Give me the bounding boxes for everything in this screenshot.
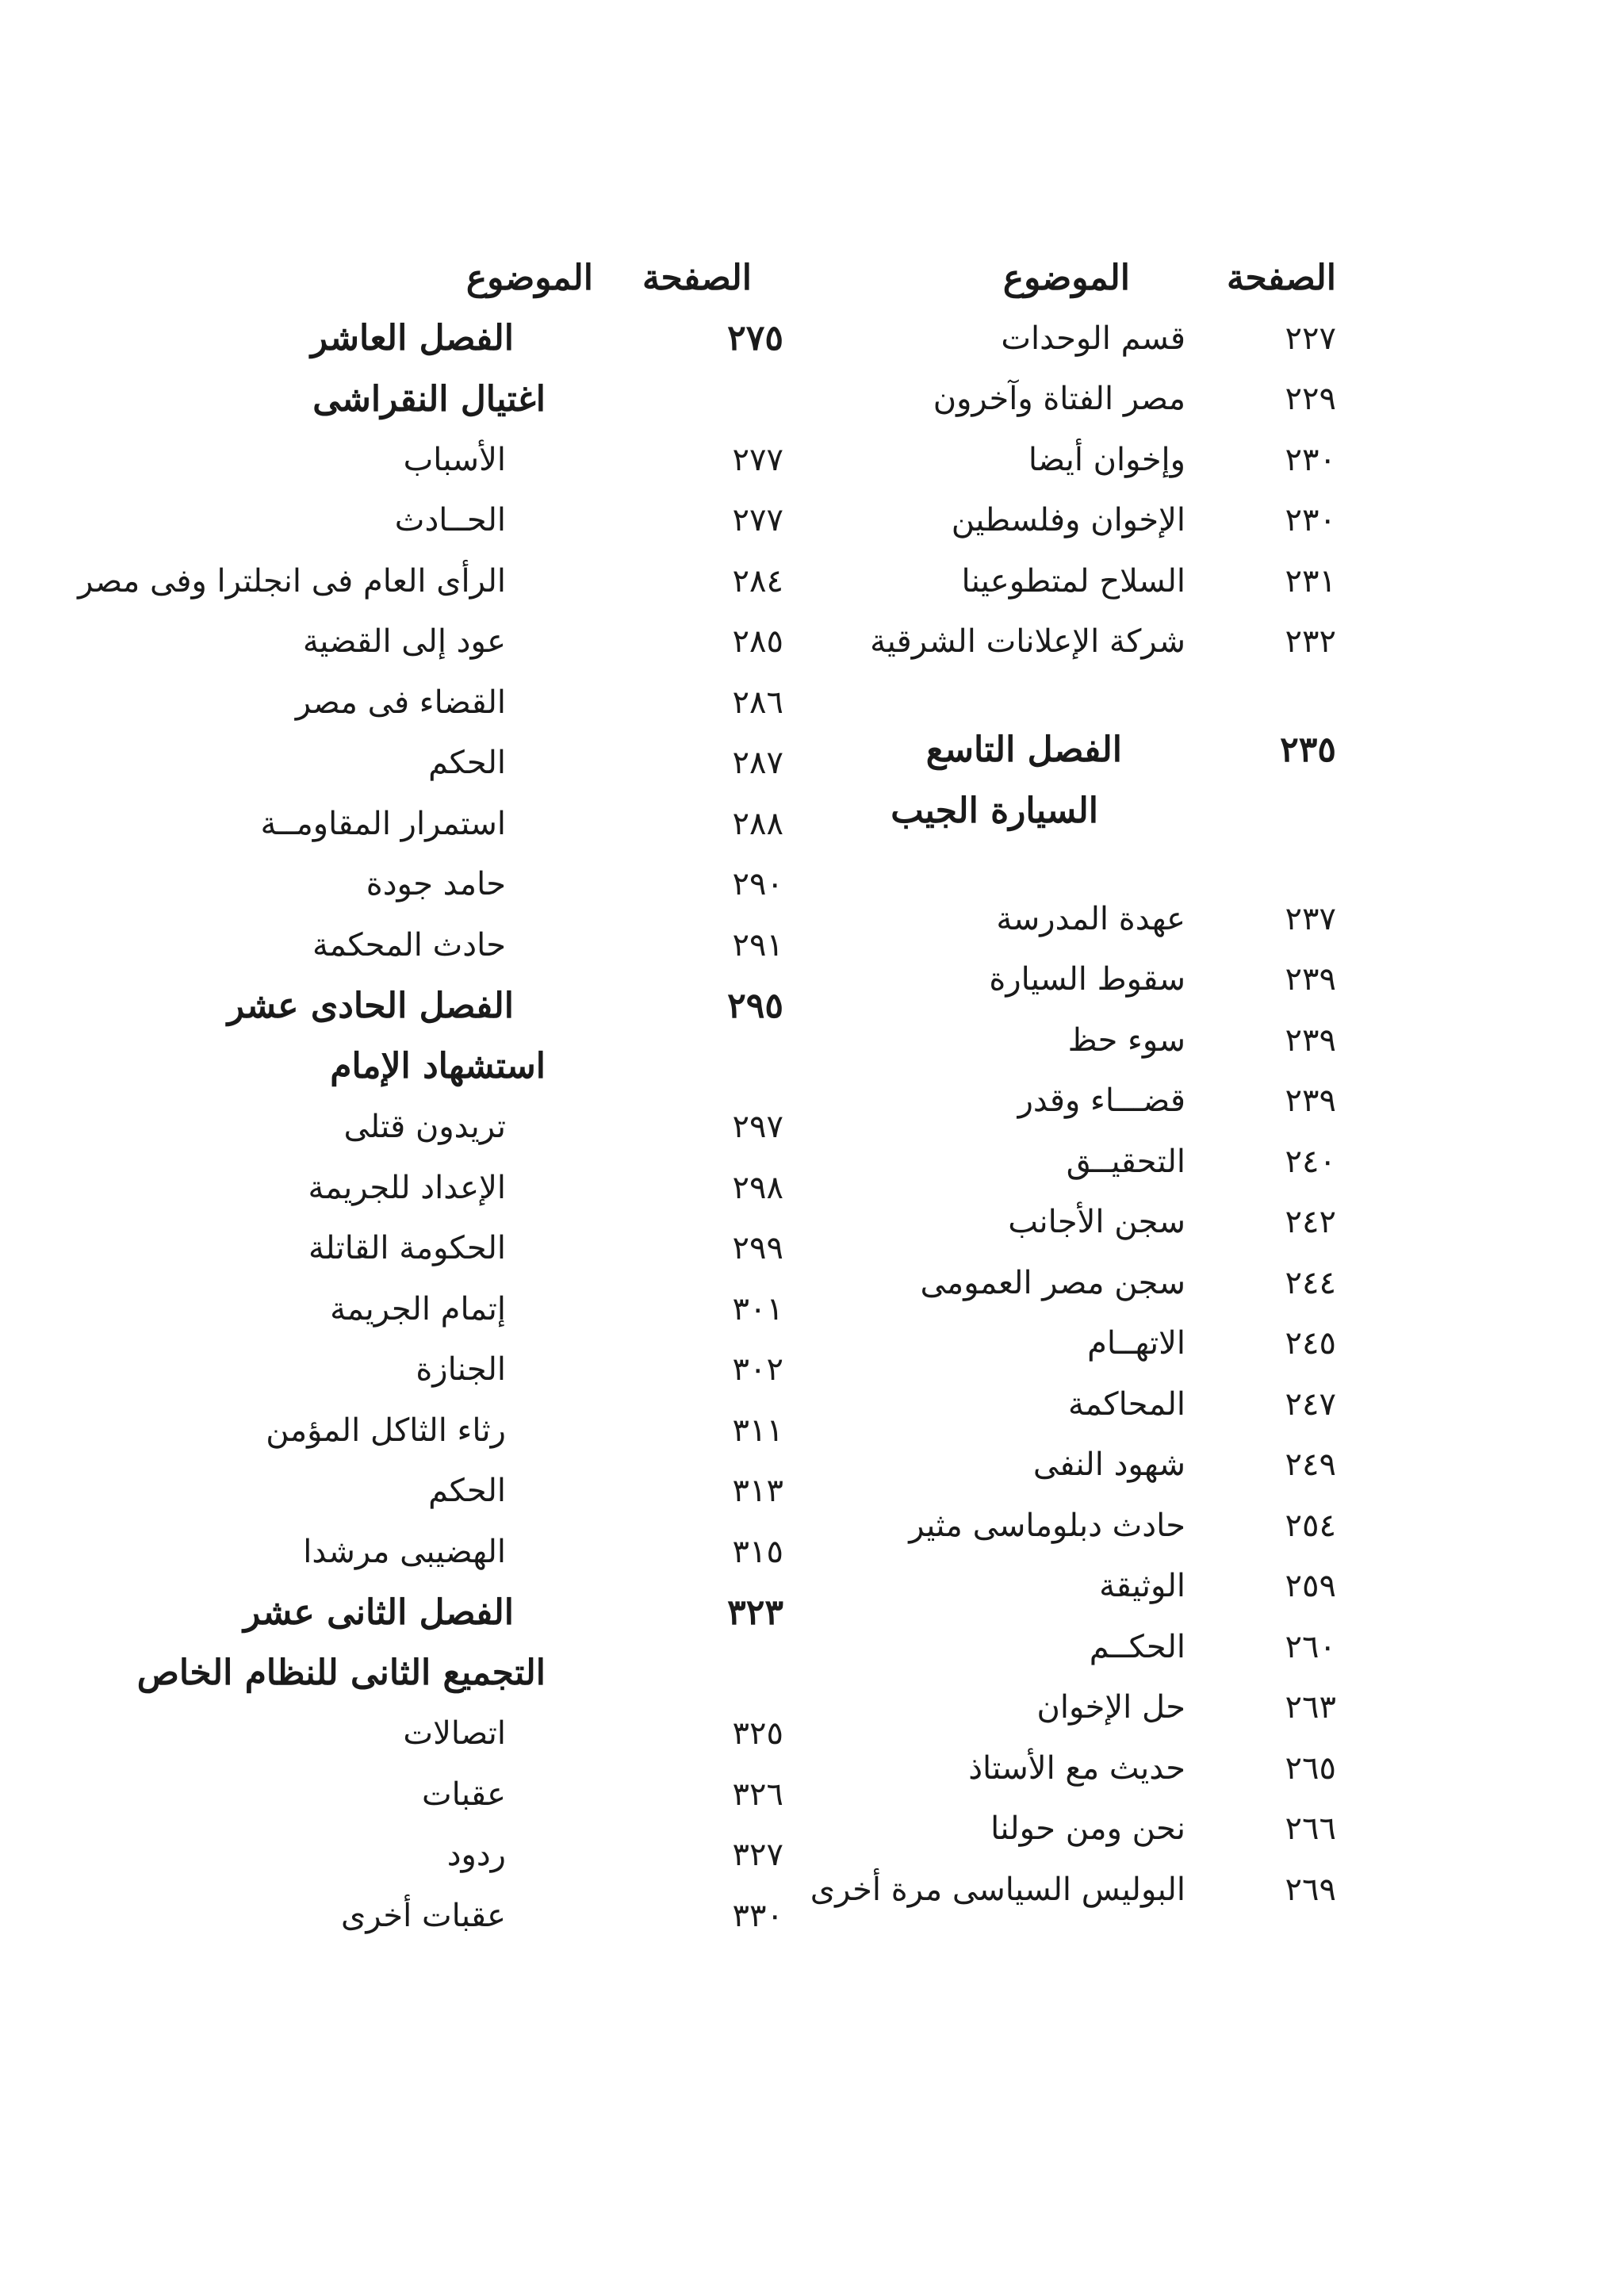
page-number: ٢٤٠ [1285, 1143, 1336, 1180]
topic-text: المحاكمة [1067, 1385, 1185, 1423]
topic-text: سقوط السيارة [989, 961, 1185, 998]
toc-entry-row [193, 1886, 783, 1947]
topic-text: الحــادث [394, 502, 506, 539]
page-number: ٢٨٦ [732, 684, 783, 721]
page-number: ٢٨٤ [732, 562, 783, 600]
page-number: ٢٩١ [732, 926, 783, 964]
toc-entry-row [856, 430, 1336, 491]
page-header: الصفحة [1226, 257, 1336, 298]
topic-text: نحن ومن حولنا [990, 1810, 1185, 1848]
topic-text: حادث دبلوماسى مثير [909, 1507, 1185, 1544]
topic-text: الوثيقة [1099, 1568, 1185, 1605]
page-header: الصفحة [642, 257, 752, 298]
topic-header: الموضوع [465, 257, 593, 298]
toc-entry-row [856, 1496, 1336, 1557]
page-number: ٣٢٧ [732, 1837, 783, 1874]
toc-entry-row [193, 1703, 783, 1764]
toc-entry-row [193, 1218, 783, 1279]
toc-column-right [810, 247, 1336, 1920]
page-number: ٢٩٥ [727, 985, 783, 1026]
topic-text: استمرار المقاومــة [260, 805, 506, 842]
page-number: ٢٧٥ [727, 318, 783, 359]
toc-entry-row [856, 1253, 1336, 1314]
toc-entry-row [193, 611, 783, 672]
toc-entry-row [856, 1556, 1336, 1617]
page-number: ٢٤٥ [1285, 1325, 1336, 1362]
page-number: ٣٣٠ [732, 1897, 783, 1934]
topic-text: الفصل الحادى عشر [227, 985, 514, 1026]
toc-entry-row [856, 1071, 1336, 1132]
topic-text: حادث المحكمة [312, 926, 506, 964]
toc-entry-row [193, 1400, 783, 1462]
page-number: ٣١٣ [732, 1473, 783, 1510]
page-number: ٢٤٩ [1285, 1446, 1336, 1484]
topic-text: الرأى العام فى انجلترا وفى مصر [78, 562, 506, 600]
toc-entry-row [193, 1279, 783, 1340]
topic-text: سجن الأجانب [1008, 1204, 1185, 1241]
toc-entry-row [856, 1799, 1336, 1860]
topic-text: الهضيبى مرشدا [303, 1533, 506, 1570]
topic-text: الفصل العاشر [310, 318, 514, 359]
page-number: ٣١١ [732, 1412, 783, 1449]
page-number: ٣٢٥ [732, 1715, 783, 1753]
topic-text: الفصل التاسع [925, 730, 1122, 771]
page-number: ٢٩٩ [732, 1230, 783, 1267]
column-header [856, 247, 1336, 308]
chapter-heading-row [193, 1582, 783, 1643]
page-number: ٢٦٣ [1285, 1689, 1336, 1726]
topic-text: الفصل الثانى عشر [243, 1592, 514, 1633]
topic-text: شهود النفى [1032, 1446, 1185, 1484]
spacer-row [856, 672, 1336, 720]
toc-entry-row [193, 733, 783, 794]
page-number: ٢٦٩ [1285, 1871, 1336, 1908]
toc-entry-row [193, 1158, 783, 1219]
page-number: ٢٦٥ [1285, 1749, 1336, 1787]
topic-text: الحكومة القاتلة [308, 1230, 506, 1267]
topic-text: رثاء الثاكل المؤمن [266, 1412, 506, 1449]
toc-entry-row [856, 1738, 1336, 1799]
toc-entry-row [193, 1461, 783, 1522]
page-number: ٣٢٦ [732, 1776, 783, 1813]
topic-text: البوليس السياسى مرة أخرى [810, 1871, 1185, 1908]
page-number: ٣٠٢ [732, 1351, 783, 1389]
chapter-heading-row [193, 308, 783, 370]
toc-entry-row [856, 889, 1336, 950]
page-number: ٢٣٠ [1285, 441, 1336, 478]
page-number: ٢٥٩ [1285, 1568, 1336, 1605]
toc-entry-row [856, 1617, 1336, 1678]
toc-entry-row [193, 430, 783, 491]
topic-text: وإخوان أيضا [1028, 441, 1185, 478]
page-number: ٢٥٤ [1285, 1507, 1336, 1544]
chapter-title-row [193, 1036, 783, 1098]
chapter-title-row [136, 1643, 783, 1704]
page-number: ٢٣١ [1285, 562, 1336, 600]
chapter-heading-row [193, 975, 783, 1036]
topic-text: الإعداد للجريمة [308, 1169, 506, 1206]
topic-text: الحكــم [1089, 1628, 1185, 1665]
topic-text: سجن مصر العمومى [920, 1264, 1185, 1301]
page-number: ٢٤٤ [1285, 1264, 1336, 1301]
toc-entry-row [856, 1313, 1336, 1374]
page-number: ٢٤٢ [1285, 1204, 1336, 1241]
page-number: ٢٢٧ [1285, 320, 1336, 357]
page-number: ٢٨٥ [732, 623, 783, 661]
topic-text: الأسباب [403, 441, 506, 478]
toc-entry-row [193, 854, 783, 915]
topic-text: اتصالات [403, 1715, 506, 1753]
toc-entry-row [193, 1097, 783, 1158]
toc-column-left [78, 247, 783, 1946]
toc-entry-row [856, 1374, 1336, 1435]
chapter-heading-row [856, 720, 1336, 781]
toc-entry-row [856, 551, 1336, 612]
chapter-title-row [193, 369, 783, 430]
topic-text: الحكم [428, 1473, 506, 1510]
toc-entry-row [193, 1522, 783, 1583]
topic-text: الاتهــام [1087, 1325, 1185, 1362]
toc-entry-row [810, 1860, 1336, 1921]
toc-entry-row [193, 1764, 783, 1826]
page-number: ٢٣٩ [1285, 961, 1336, 998]
topic-text: حامد جودة [366, 866, 506, 903]
topic-text: التجميع الثانى للنظام الخاص [136, 1653, 546, 1694]
page-number: ٣١٥ [732, 1533, 783, 1570]
topic-text: الجنازة [416, 1351, 506, 1389]
page-number: ٢٩٨ [732, 1169, 783, 1206]
toc-entry-row [856, 369, 1336, 430]
topic-text: التحقيــق [1066, 1143, 1185, 1180]
page-number: ٣٢٣ [727, 1592, 783, 1633]
page-number: ٢٩٧ [732, 1109, 783, 1146]
topic-text: تريدون قتلى [343, 1109, 506, 1146]
topic-text: استشهاد الإمام [330, 1046, 546, 1087]
topic-text: الحكم [428, 745, 506, 782]
topic-text: إتمام الجريمة [330, 1290, 506, 1327]
topic-text: السلاح لمتطوعينا [961, 562, 1185, 600]
toc-entry-row [856, 611, 1336, 672]
page-number: ٢٦٠ [1285, 1628, 1336, 1665]
toc-entry-row [856, 308, 1336, 370]
page-number: ٢٣٢ [1285, 623, 1336, 661]
toc-entry-row [856, 1010, 1336, 1071]
page-number: ٢٨٧ [732, 745, 783, 782]
page-number: ٢٣٥ [1280, 730, 1336, 771]
toc-entry-row [193, 915, 783, 976]
page-number: ٢٧٧ [732, 441, 783, 478]
topic-text: القضاء فى مصر [295, 684, 506, 721]
topic-text: عقبات أخرى [341, 1897, 506, 1934]
page-number: ٢٦٦ [1285, 1810, 1336, 1848]
toc-entry-row [193, 1825, 783, 1886]
topic-text: عهدة المدرسة [996, 900, 1185, 937]
topic-text: قسم الوحدات [1001, 320, 1185, 357]
page-number: ٣٠١ [732, 1290, 783, 1327]
page-number: ٢٨٨ [732, 805, 783, 842]
topic-text: قضـــاء وقدر [1017, 1082, 1185, 1120]
topic-text: حديث مع الأستاذ [968, 1749, 1185, 1787]
column-header [193, 247, 783, 308]
topic-text: عقبات [421, 1776, 506, 1813]
toc-entry-row [193, 490, 783, 551]
toc-entry-row [856, 949, 1336, 1010]
toc-entry-row [856, 490, 1336, 551]
topic-text: اغتيال النقراشى [312, 378, 546, 420]
chapter-title-row [856, 780, 1336, 841]
topic-text: مصر الفتاة وآخرون [933, 381, 1185, 418]
page-number: ٢٧٧ [732, 502, 783, 539]
toc-entry-row [78, 551, 783, 612]
topic-text: شركة الإعلانات الشرقية [870, 623, 1185, 661]
toc-entry-row [856, 1132, 1336, 1193]
topic-text: حل الإخوان [1036, 1689, 1185, 1726]
topic-text: عود إلى القضية [302, 623, 506, 661]
page-number: ٢٩٠ [732, 866, 783, 903]
toc-entry-row [193, 1339, 783, 1400]
topic-text: السيارة الجيب [891, 790, 1098, 831]
page-number: ٢٤٧ [1285, 1385, 1336, 1423]
toc-entry-row [193, 794, 783, 855]
toc-entry-row [856, 1677, 1336, 1738]
toc-entry-row [856, 1192, 1336, 1253]
topic-text: الإخوان وفلسطين [951, 502, 1185, 539]
page-number: ٢٣٠ [1285, 502, 1336, 539]
page-number: ٢٣٩ [1285, 1021, 1336, 1059]
topic-text: ردود [446, 1837, 506, 1874]
topic-header: الموضوع [1002, 257, 1130, 298]
page-number: ٢٢٩ [1285, 381, 1336, 418]
toc-entry-row [193, 672, 783, 734]
toc-entry-row [856, 1435, 1336, 1496]
spacer-row [856, 841, 1336, 889]
topic-text: سوء حظ [1067, 1021, 1185, 1059]
page-number: ٢٣٧ [1285, 900, 1336, 937]
page-number: ٢٣٩ [1285, 1082, 1336, 1120]
